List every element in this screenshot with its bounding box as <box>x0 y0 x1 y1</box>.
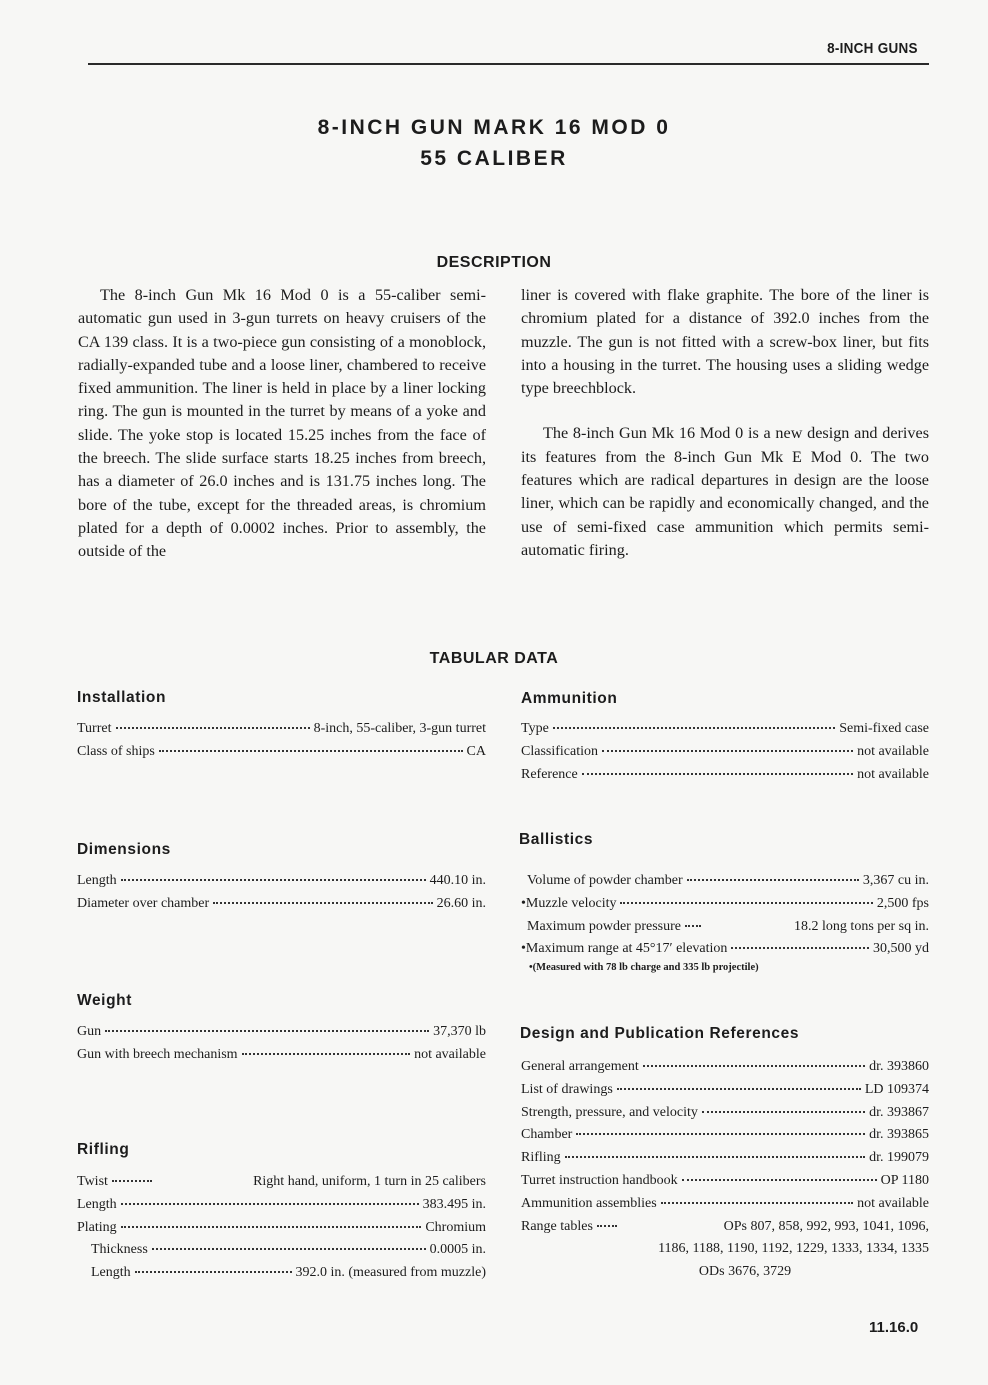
description-heading: DESCRIPTION <box>436 254 552 271</box>
table-row: •Muzzle velocity 2,500 fps <box>521 895 929 911</box>
dimensions-heading: Dimensions <box>77 841 171 858</box>
table-row: Gun with breech mechanism not available <box>77 1046 486 1062</box>
table-row: Turret 8-inch, 55-caliber, 3-gun turret <box>77 721 486 736</box>
table-row: Rifling dr. 199079 <box>521 1150 929 1166</box>
table-row: Diameter over chamber 26.60 in. <box>77 895 486 911</box>
table-row: Reference not available <box>521 766 929 782</box>
table-row: List of drawings LD 109374 <box>521 1081 929 1097</box>
ballistics-footnote: •(Measured with 78 lb charge and 335 lb projectile) <box>529 962 759 974</box>
dimensions-table <box>77 870 486 916</box>
table-row: Chamber dr. 393865 <box>521 1127 929 1143</box>
ballistics-table <box>521 870 929 975</box>
running-head: 8-INCH GUNS <box>827 40 918 57</box>
description-right-column <box>521 284 929 562</box>
table-row: General arrangement dr. 393860 <box>521 1059 929 1074</box>
installation-heading: Installation <box>77 689 167 706</box>
ammunition-heading: Ammunition <box>521 690 618 707</box>
description-paragraph-1: The 8-inch Gun Mk 16 Mod 0 is a 55-caliber semi-automatic gun used in 3-gun turrets on heavy cruisers of the CA 139 class. It is a two-piece gun consisting of a monoblock, radially-expanded tube and a loose liner, chambered to receive fixed ammunition. The liner is held in place by a liner locking ring. The gun is mounted in the turret by means of a yoke and slide. The yoke stop is located 15.25 inches from the face of the breech. The slide surface starts 18.25 inches from breech, has a diameter of 26.0 inches and is 131.75 inches long. The bore of the tube, except for the threaded areas, is chromium plated for a depth of 0.0002 inches. Prior to assembly, the outside of the <box>78 286 486 561</box>
table-row: Volume of powder chamber 3,367 cu in. <box>527 873 929 888</box>
table-row: Class of ships CA <box>77 743 486 759</box>
table-row: Turret instruction handbook OP 1180 <box>521 1172 929 1188</box>
ammunition-table <box>521 718 929 786</box>
table-row: Length 383.495 in. <box>77 1196 486 1212</box>
table-row: Thickness 0.0005 in. <box>91 1242 486 1258</box>
table-row: Classification not available <box>521 743 929 759</box>
table-row: Ammunition assemblies not available <box>521 1195 929 1211</box>
description-left-column <box>78 284 486 564</box>
table-row: •Maximum range at 45°17′ elevation 30,500 yd <box>521 941 929 957</box>
references-table <box>521 1056 929 1284</box>
table-row: Plating Chromium <box>77 1219 486 1235</box>
table-row: Gun 37,370 lb <box>77 1024 486 1039</box>
installation-table <box>77 718 486 764</box>
table-row: Length 440.10 in. <box>77 873 486 888</box>
table-row: Maximum powder pressure 18.2 long tons per sq in. <box>527 918 929 934</box>
rifling-heading: Rifling <box>77 1141 130 1158</box>
range-tables-continuation-1: 1186, 1188, 1190, 1192, 1229, 1333, 1334, 1335 <box>658 1241 929 1257</box>
page-number: 11.16.0 <box>869 1319 919 1336</box>
page-title-line2: 55 CALIBER <box>420 147 568 170</box>
table-row: Twist Right hand, uniform, 1 turn in 25 calibers <box>77 1174 486 1189</box>
table-row: Range tables OPs 807, 858, 992, 993, 1041, 1096, <box>521 1218 929 1234</box>
description-paragraph-2: The 8-inch Gun Mk 16 Mod 0 is a new design and derives its features from the 8-inch Gun Mk E Mod 0. The two features which are radical departures in design are the loose liner, which can be rapidly and economically changed, and the use of semi-fixed case ammunition which permits semi-automatic firing. <box>521 424 929 559</box>
page-title-line1: 8-INCH GUN MARK 16 MOD 0 <box>317 116 671 139</box>
description-paragraph-1-cont: liner is covered with flake graphite. The bore of the liner is chromium plated for a distance of 392.0 inches from the muzzle. The gun is not fitted with a screw-box liner, but fits into a housing in the turret. The housing uses a sliding wedge type breechblock. <box>521 286 929 398</box>
table-row: Strength, pressure, and velocity dr. 393867 <box>521 1104 929 1120</box>
rifling-table <box>77 1171 486 1285</box>
ballistics-heading: Ballistics <box>519 831 594 848</box>
range-tables-continuation-2: ODs 3676, 3729 <box>698 1264 792 1280</box>
table-row: Length 392.0 in. (measured from muzzle) <box>91 1265 486 1281</box>
weight-table <box>77 1021 486 1067</box>
table-row: Type Semi-fixed case <box>521 721 929 736</box>
weight-heading: Weight <box>77 992 132 1009</box>
references-heading: Design and Publication References <box>520 1025 800 1042</box>
tabular-data-heading: TABULAR DATA <box>429 650 559 667</box>
header-rule <box>88 63 929 65</box>
